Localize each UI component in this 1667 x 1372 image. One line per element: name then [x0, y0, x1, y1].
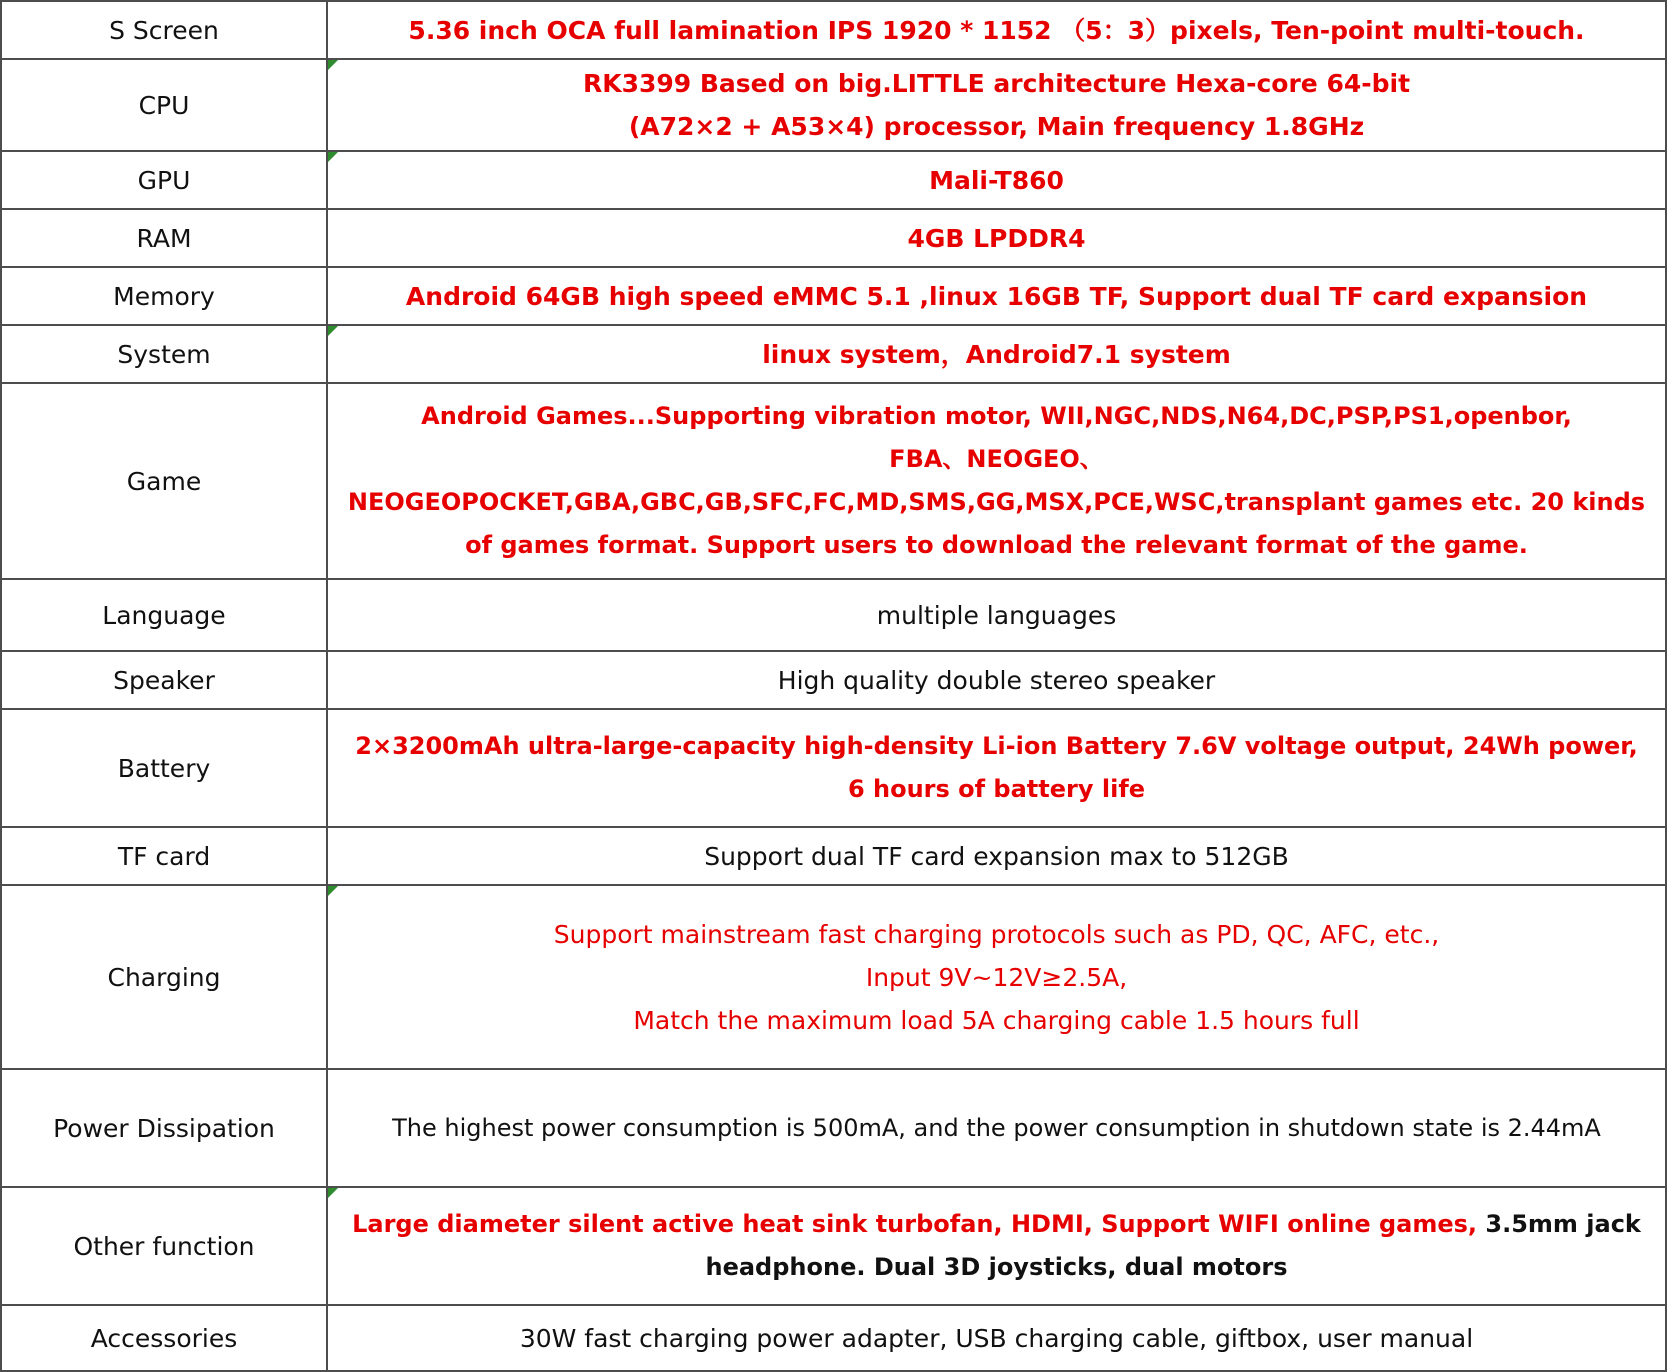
table-row	[1, 383, 1666, 579]
table-row	[1, 209, 1666, 267]
value-language	[327, 579, 1666, 651]
value-cpu-line-1: RK3399 Based on big.LITTLE architecture Hexa-core 64-bit	[582, 69, 1411, 98]
value-game-line-1: Android Games...Supporting vibration motor, WII,NGC,NDS,N64,DC,PSP,PS1,openbor,	[421, 402, 1572, 430]
table-row	[1, 827, 1666, 885]
label-memory: Memory	[1, 267, 327, 325]
label-power-dissipation: Power Dissipation	[1, 1069, 327, 1187]
value-accessories	[327, 1305, 1666, 1371]
label-tf-card: TF card	[1, 827, 327, 885]
other-function-red-text: Large diameter silent active heat sink turbofan, HDMI, Support WIFI online games,	[352, 1210, 1478, 1238]
corner-mark-icon	[328, 60, 338, 70]
value-tf-card	[327, 827, 1666, 885]
label-battery: Battery	[1, 709, 327, 827]
value-battery-line-2: 6 hours of battery life	[847, 775, 1146, 803]
value-speaker-line-1: High quality double stereo speaker	[777, 665, 1216, 695]
label-accessories: Accessories	[1, 1305, 327, 1371]
label-charging: Charging	[1, 885, 327, 1069]
value-battery	[327, 709, 1666, 827]
label-ram: RAM	[1, 209, 327, 267]
table-row	[1, 267, 1666, 325]
value-ram	[327, 209, 1666, 267]
label-gpu: GPU	[1, 151, 327, 209]
label-cpu: CPU	[1, 59, 327, 151]
value-game-line-2: FBA、NEOGEO、	[889, 445, 1104, 473]
table-row	[1, 1187, 1666, 1305]
value-power-dissipation	[327, 1069, 1666, 1187]
corner-mark-icon	[328, 326, 338, 336]
corner-mark-icon	[328, 1188, 338, 1198]
table-row	[1, 59, 1666, 151]
table-row	[1, 1069, 1666, 1187]
value-system-line-1: linux system，Android7.1 system	[762, 339, 1231, 369]
value-system	[327, 325, 1666, 383]
label-game: Game	[1, 383, 327, 579]
value-other-function	[327, 1187, 1666, 1305]
table-row	[1, 709, 1666, 827]
corner-mark-icon	[328, 886, 338, 896]
other-function-dark-text-1: 3.5mm jack	[1485, 1210, 1641, 1238]
value-other-function-line-1	[334, 1203, 1659, 1246]
value-screen	[327, 1, 1666, 59]
table-row	[1, 325, 1666, 383]
value-charging-line-2: Input 9V~12V≥2.5A,	[865, 962, 1128, 992]
value-charging	[327, 885, 1666, 1069]
value-other-function-line-2: headphone. Dual 3D joysticks, dual motors	[705, 1253, 1288, 1281]
table-row	[1, 1, 1666, 59]
label-language: Language	[1, 579, 327, 651]
value-speaker	[327, 651, 1666, 709]
value-gpu-line-1: Mali-T860	[929, 165, 1064, 195]
label-other-function: Other function	[1, 1187, 327, 1305]
value-cpu	[327, 59, 1666, 151]
table-row	[1, 151, 1666, 209]
value-memory-line-1: Android 64GB high speed eMMC 5.1 ,linux 16GB TF, Support dual TF card expansion	[405, 281, 1588, 311]
value-game-line-3: NEOGEOPOCKET,GBA,GBC,GB,SFC,FC,MD,SMS,GG,MSX,PCE,WSC,transplant games etc. 20 kinds of games format. Support users to download the relevant format of the game.	[347, 488, 1646, 559]
label-speaker: Speaker	[1, 651, 327, 709]
corner-mark-icon	[328, 152, 338, 162]
label-system: System	[1, 325, 327, 383]
table-row	[1, 885, 1666, 1069]
value-power-dissipation-line-1: The highest power consumption is 500mA, and the power consumption in shutdown state is 2.44mA	[392, 1113, 1601, 1142]
table-row	[1, 579, 1666, 651]
value-ram-line-1: 4GB LPDDR4	[907, 223, 1086, 253]
value-game	[327, 383, 1666, 579]
value-cpu-line-2: (A72×2 + A53×4) processor, Main frequency 1.8GHz	[628, 112, 1365, 141]
label-screen: S Screen	[1, 1, 327, 59]
value-charging-line-3: Match the maximum load 5A charging cable 1.5 hours full	[633, 1005, 1360, 1035]
value-language-line-1: multiple languages	[876, 600, 1117, 630]
value-screen-line-1: 5.36 inch OCA full lamination IPS 1920 * 1152 （5：3）pixels, Ten-point multi-touch.	[408, 15, 1585, 45]
table-row	[1, 1305, 1666, 1371]
value-tf-card-line-1: Support dual TF card expansion max to 512GB	[704, 841, 1289, 871]
value-battery-line-1: 2×3200mAh ultra-large-capacity high-density Li-ion Battery 7.6V voltage output, 24Wh power,	[355, 732, 1638, 760]
value-memory	[327, 267, 1666, 325]
value-charging-line-1: Support mainstream fast charging protocols such as PD, QC, AFC, etc.,	[553, 919, 1440, 949]
value-gpu	[327, 151, 1666, 209]
value-accessories-line-1: 30W fast charging power adapter, USB charging cable, giftbox, user manual	[519, 1323, 1474, 1353]
table-row	[1, 651, 1666, 709]
